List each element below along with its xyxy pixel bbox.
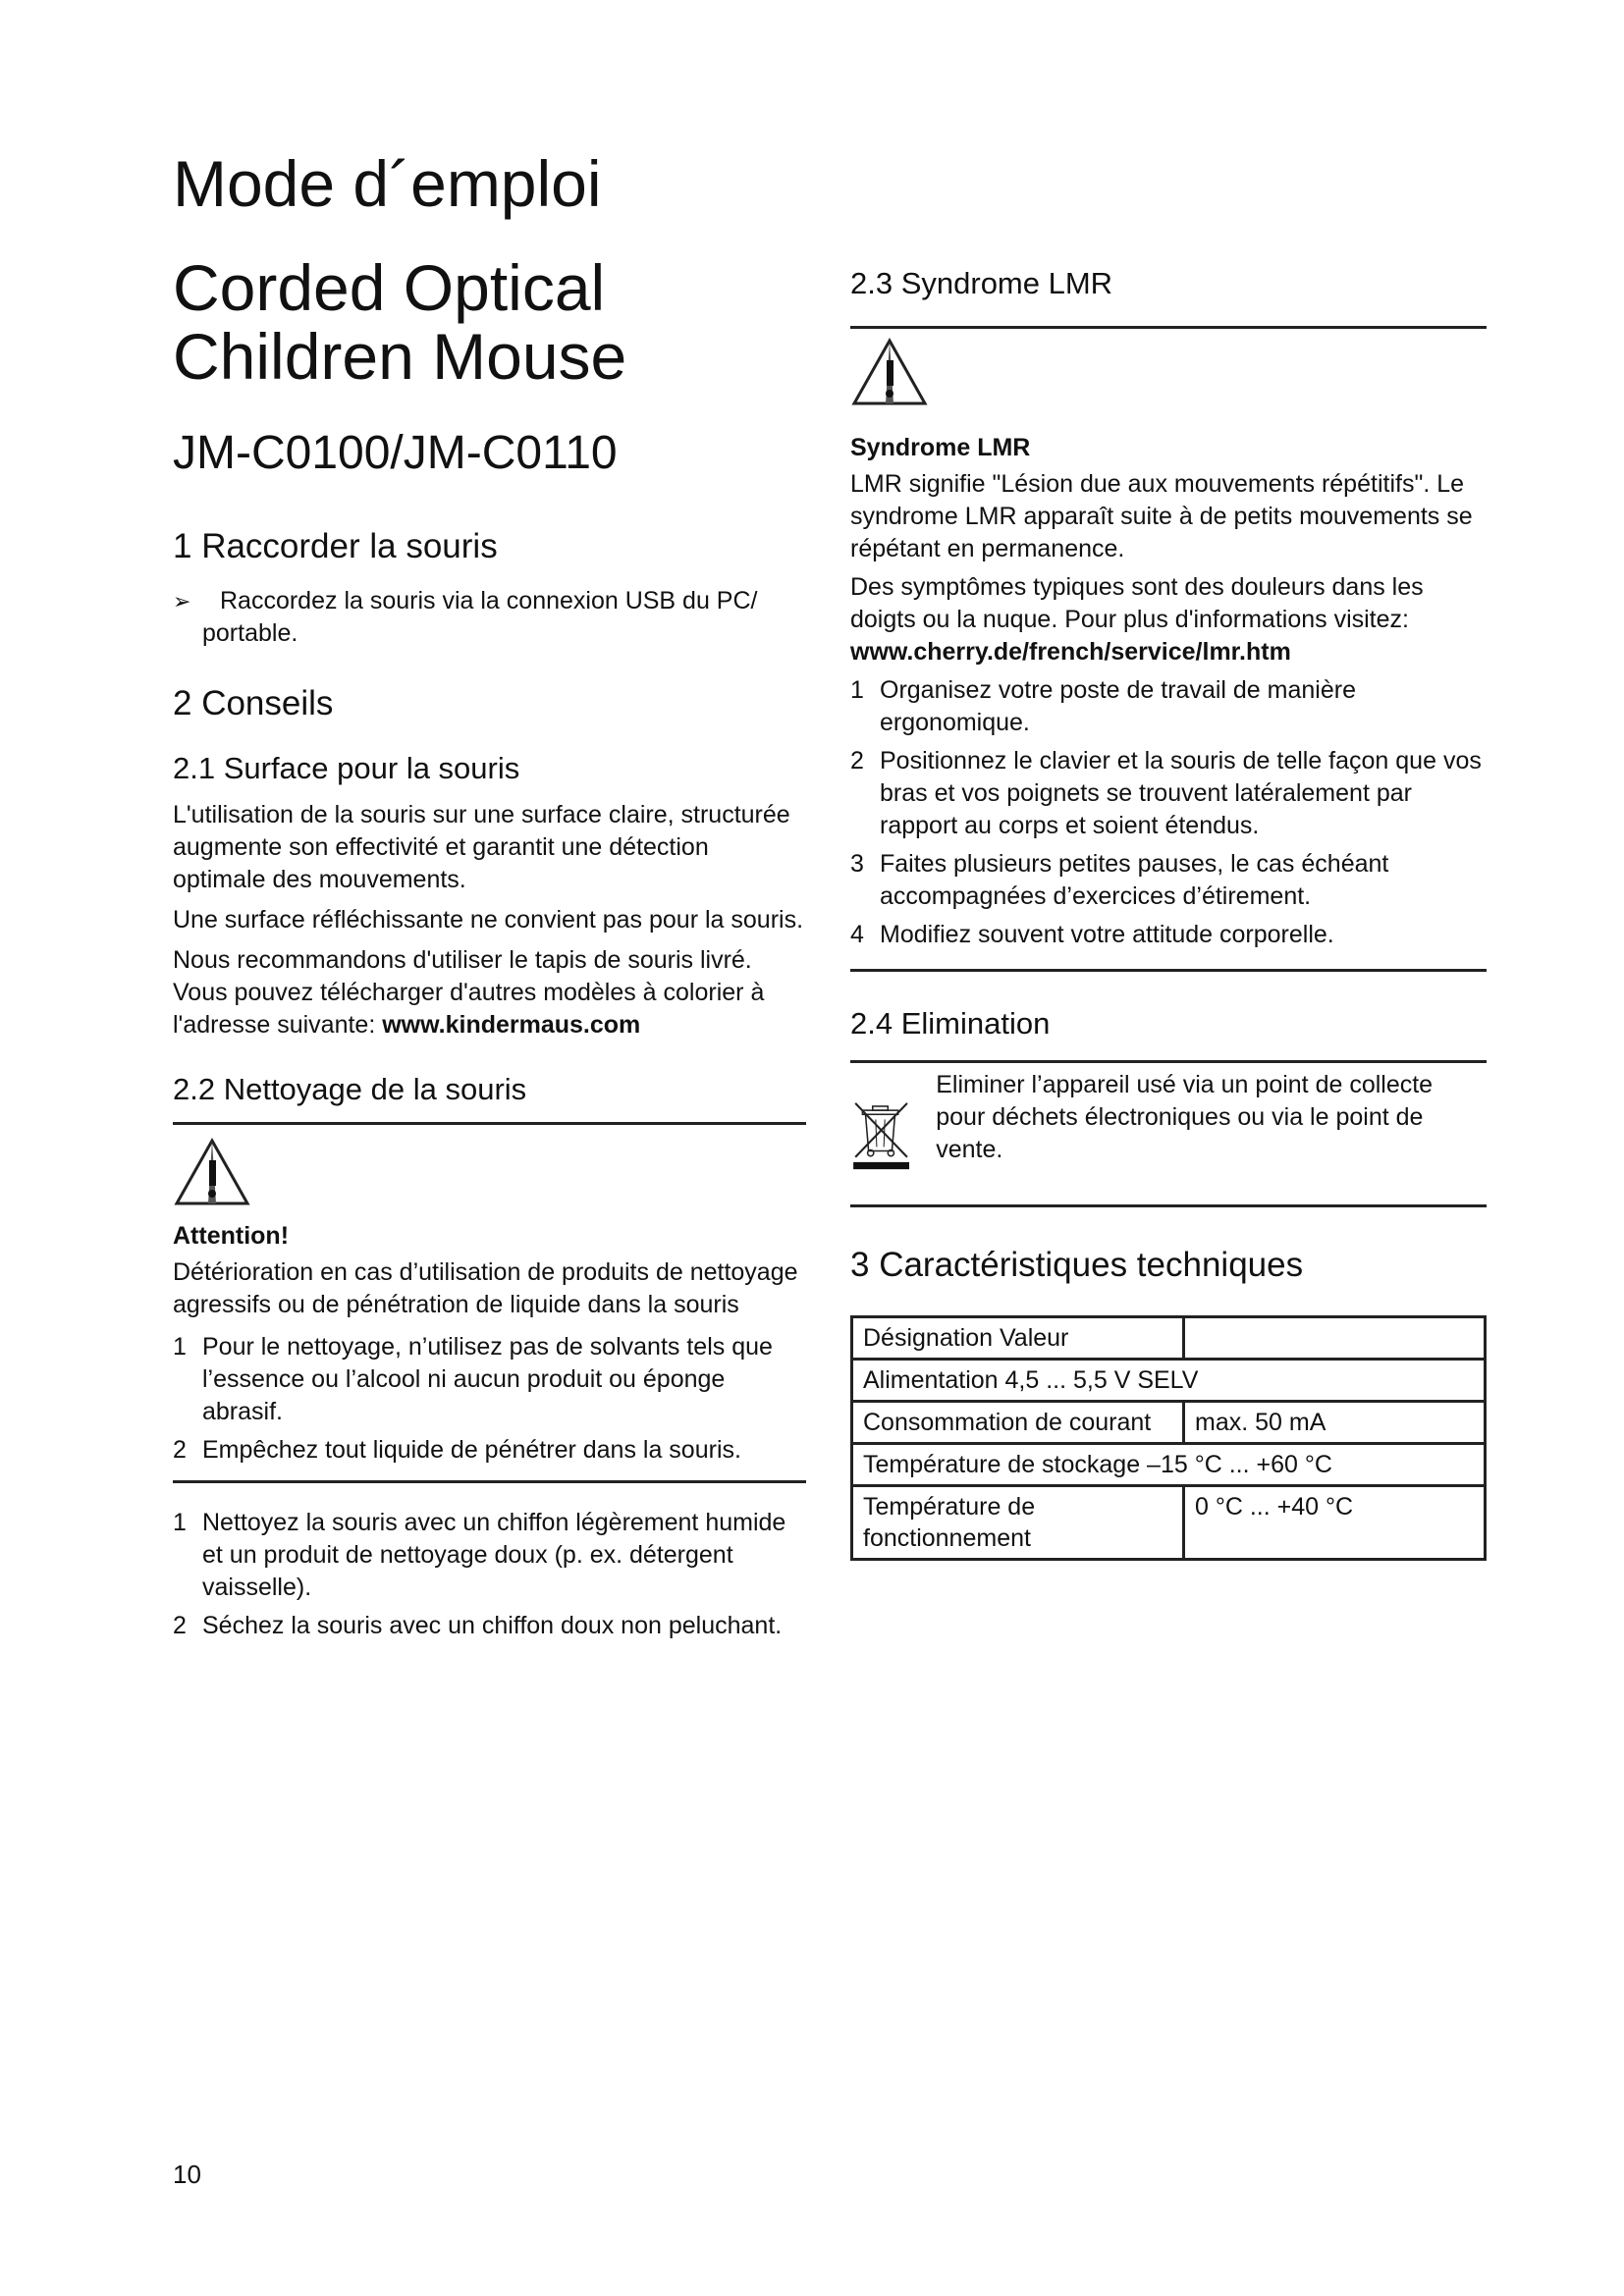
- document-title: Mode d´emploi: [173, 147, 602, 220]
- kindermaus-link[interactable]: www.kindermaus.com: [382, 1011, 641, 1039]
- cherry-lmr-link[interactable]: www.cherry.de/french/service/lmr.htm: [850, 638, 1291, 666]
- product-name-line1: Corded Optical: [173, 251, 606, 324]
- surface-paragraph-3: [173, 944, 806, 1041]
- cleaning-step-1: 1 Nettoyez la souris avec un chiffon légèrement humide et un produit de nettoyage doux (p. ex. détergent vaisselle).: [173, 1509, 786, 1601]
- lmr-item-1: 1 Organisez votre poste de travail de manière ergonomique.: [850, 676, 1356, 736]
- section-3-heading: 3 Caractéristiques techniques: [850, 1246, 1304, 1284]
- section-2-heading: 2 Conseils: [173, 684, 334, 722]
- table-row: [852, 1317, 1486, 1360]
- disposal-text: Eliminer l’appareil usé via un point de collecte pour déchets électroniques ou via le point de vente.: [936, 1071, 1434, 1163]
- crossed-bin-icon: [850, 1067, 916, 1204]
- lmr-item-4: 4 Modifiez souvent votre attitude corporelle.: [850, 921, 1334, 948]
- section-2-4-heading: 2.4 Elimination: [850, 1006, 1051, 1041]
- section-2-1-heading: 2.1 Surface pour la souris: [173, 751, 520, 785]
- table-cell: Température de fonctionnement: [852, 1486, 1184, 1560]
- table-cell: Alimentation 4,5 ... 5,5 V SELV: [852, 1360, 1486, 1402]
- right-column: [850, 265, 1487, 1561]
- table-header-cell: Désignation Valeur: [852, 1317, 1184, 1360]
- table-row: [852, 1444, 1486, 1486]
- table-cell: 0 °C ... +40 °C: [1184, 1486, 1486, 1560]
- lmr-item-3: 3 Faites plusieurs petites pauses, le cas échéant accompagnées d’exercices d’étirement.: [850, 850, 1389, 910]
- cleaning-warning-item-2: 2 Empêchez tout liquide de pénétrer dans la souris.: [173, 1436, 741, 1464]
- disposal-block: [850, 1063, 1487, 1204]
- table-cell: Consommation de courant: [852, 1402, 1184, 1444]
- section-2-3-heading: 2.3 Syndrome LMR: [850, 266, 1113, 300]
- attention-title: Attention!: [173, 1222, 290, 1250]
- page-number: 10: [173, 2160, 201, 2189]
- connect-line1: Raccordez la souris via la connexion USB du PC/: [220, 587, 758, 614]
- lmr-paragraph-2: Des symptômes typiques sont des douleurs dans les doigts ou la nuque. Pour plus d'informations visitez:: [850, 573, 1424, 633]
- connect-line2: portable.: [202, 619, 298, 647]
- left-column: [173, 147, 806, 1642]
- lmr-title: Syndrome LMR: [850, 434, 1031, 461]
- table-cell: max. 50 mA: [1184, 1402, 1486, 1444]
- product-name-line2: Children Mouse: [173, 320, 627, 393]
- cleaning-step-2: 2 Séchez la souris avec un chiffon doux non peluchant.: [173, 1612, 783, 1639]
- surface-paragraph-1: L'utilisation de la souris sur une surface claire, structurée augmente son effectivité et garantit une détection optimale des mouvements.: [173, 801, 790, 893]
- table-row: [852, 1486, 1486, 1560]
- arrow-bullet-icon: ➢: [173, 589, 191, 614]
- section-2-2-heading: 2.2 Nettoyage de la souris: [173, 1072, 527, 1106]
- lmr-item-2: 2 Positionnez le clavier et la souris de telle façon que vos bras et vos poignets se trouvent latéralement par rapport au corps et soient étendus.: [850, 747, 1482, 839]
- surface-paragraph-2: Une surface réfléchissante ne convient pas pour la souris.: [173, 906, 804, 934]
- warning-triangle-icon: [850, 337, 929, 407]
- lmr-paragraph-1: LMR signifie "Lésion due aux mouvements répétitifs". Le syndrome LMR apparaît suite à de petits mouvements se répétant en permanence.: [850, 470, 1473, 562]
- connect-instruction: [173, 585, 806, 650]
- surface-paragraph-3-text: Nous recommandons d'utiliser le tapis de souris livré. Vous pouvez télécharger d'autres modèles à colorier à l'adresse suivante:: [173, 946, 765, 1039]
- table-row: [852, 1360, 1486, 1402]
- table-header-cell: [1184, 1317, 1486, 1360]
- specifications-table: [850, 1315, 1487, 1561]
- cleaning-warning-item-1: 1 Pour le nettoyage, n’utilisez pas de solvants tels que l’essence ou l’alcool ni aucun produit ou éponge abrasif.: [173, 1333, 773, 1425]
- model-number: JM-C0100/JM-C0110: [173, 427, 618, 479]
- table-row: [852, 1402, 1486, 1444]
- table-cell: Température de stockage –15 °C ... +60 °C: [852, 1444, 1486, 1486]
- warning-triangle-icon: [173, 1137, 251, 1207]
- section-1-heading: 1 Raccorder la souris: [173, 527, 498, 565]
- attention-text: Détérioration en cas d’utilisation de produits de nettoyage agressifs ou de pénétration de liquide dans la souris: [173, 1258, 798, 1318]
